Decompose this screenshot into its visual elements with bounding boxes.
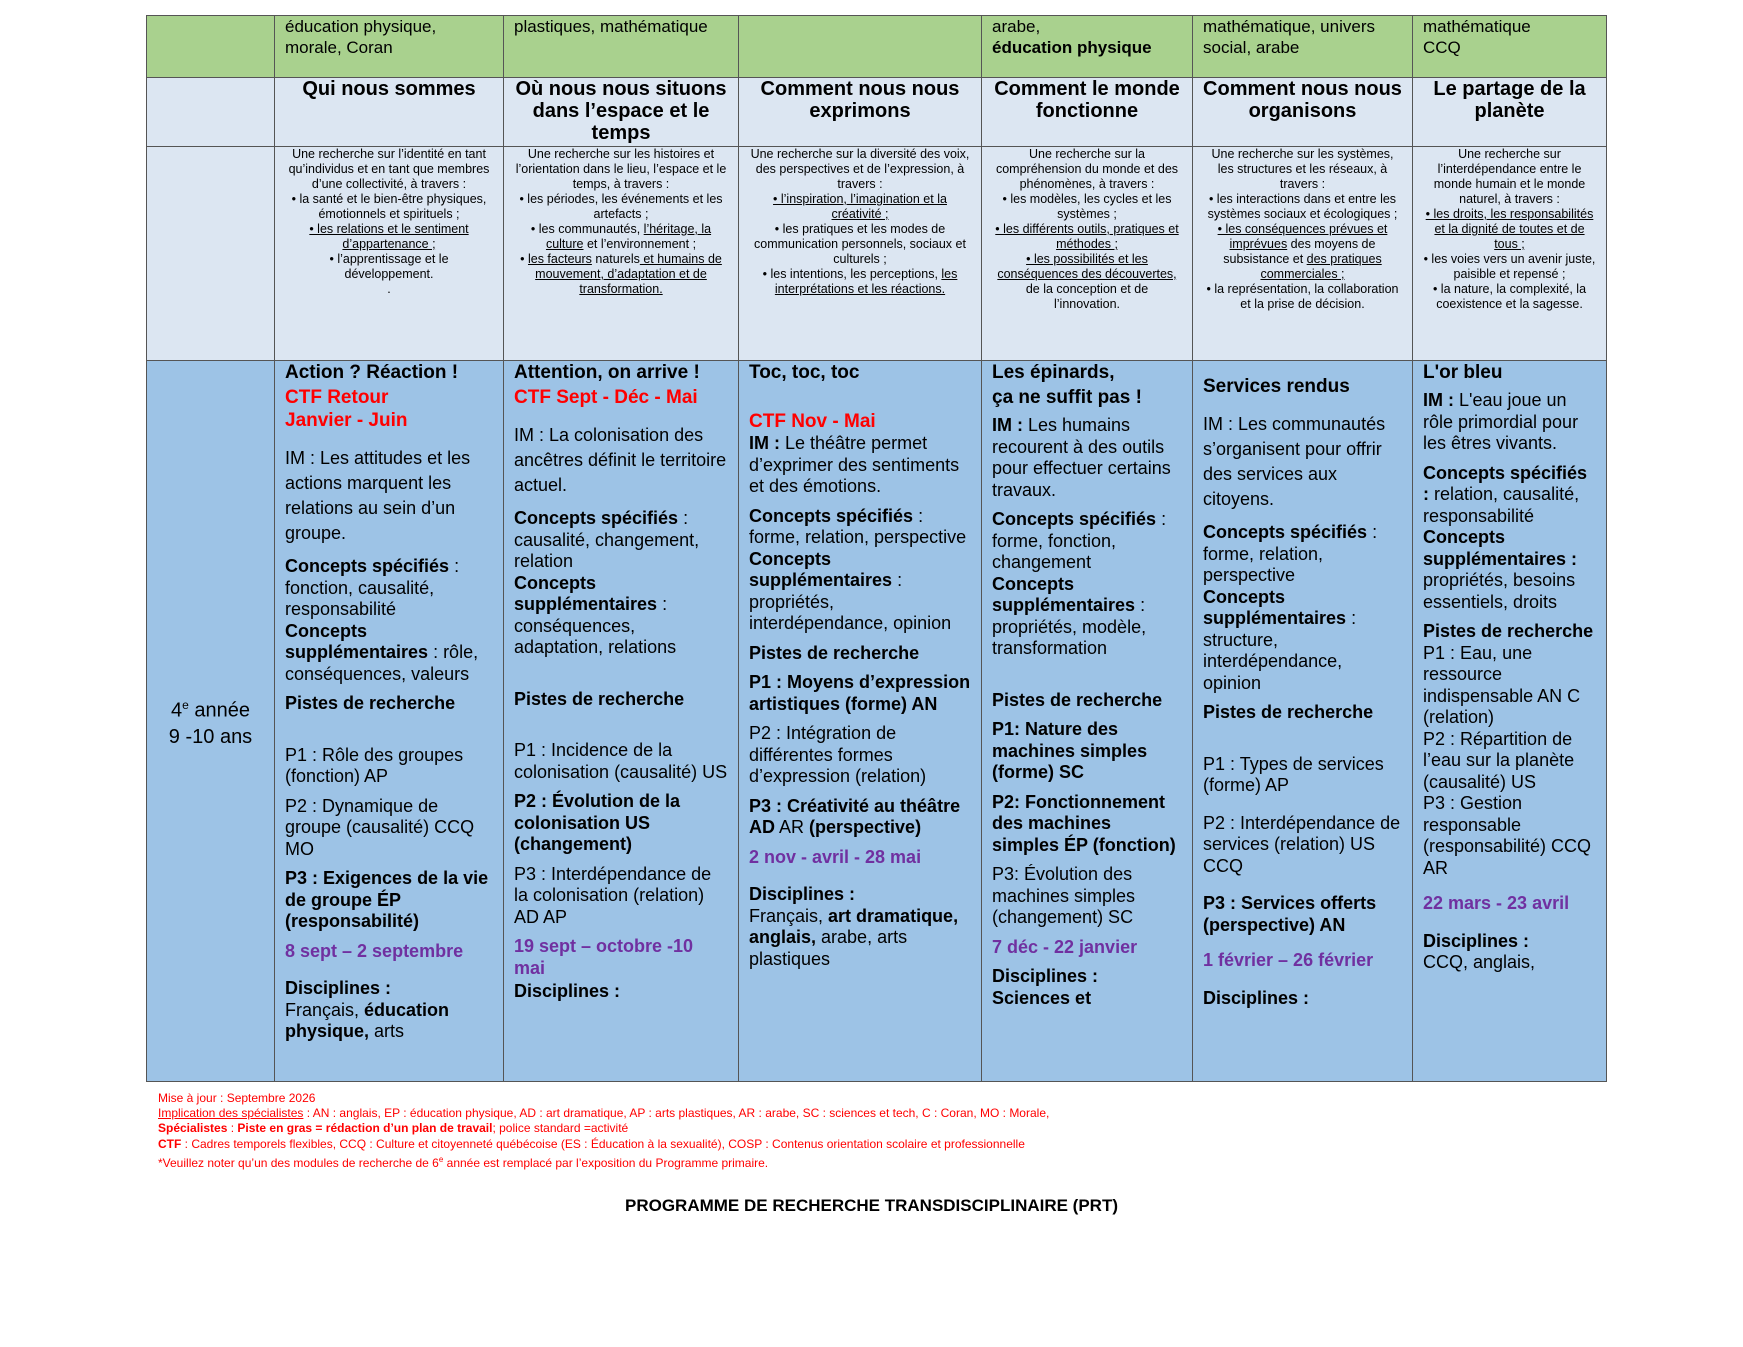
disciplines-cell-3 [739,16,982,78]
value: P1: Nature des machines simples (forme) SC [992,719,1148,782]
unit-title: Les épinards, [992,362,1115,383]
unit-1 [275,361,504,1082]
unit-disciplines [1203,988,1402,1010]
description-underlined: l’héritage, la culture [545,222,712,251]
footnotes [158,1091,1049,1171]
description-2 [504,147,739,361]
description-intro: Une recherche sur la diversité des voix, des perspectives et de l’expression, à travers : [750,147,970,191]
value: P2: Fonctionnement des machines simples ÉP (fonction) [992,791,1176,855]
unit-central-idea [992,415,1182,501]
label: CTF [158,1136,182,1151]
value: : AN : anglais, EP : éducation physique, AD : art dramatique, AP : arts plastiques, AR : arabe, SC : sciences et tech, C : Coran, MO : Morale, [303,1106,1050,1121]
description-underlined: des pratiques commerciales ; [1260,252,1382,281]
unit-central-idea: IM : La colonisation des ancêtres définit le territoire actuel. [514,425,727,495]
description-intro: Une recherche sur les histoires et l’orientation dans le lieu, l’espace et le temps, à travers : [515,147,727,191]
description-underlined: les facteurs [527,252,592,266]
unit-ctf: CTF Nov - Mai [749,411,876,432]
disciplines-text: mathématique [1423,17,1531,36]
unit-pistes-heading [514,689,728,711]
unit-dates: 22 mars - 23 avril [1423,893,1570,913]
unit-piste-2 [514,791,728,856]
unit-dates: 19 sept – octobre -10 mai [514,936,694,978]
value: P1 [1423,642,1451,663]
label: Concepts spécifiés [749,505,914,526]
unit-piste-3: P3: Évolution des machines simples (changement) SC [992,864,1136,927]
description-bullet: • les droits, les responsabilités et la dignité de toutes et de tous ; [1425,207,1594,251]
description-bullet: • les périodes, les événements et les artefacts ; [519,192,723,221]
description-cell-empty [147,147,275,361]
unit-ctf-period: Janvier - Juin [285,410,408,431]
value: année est remplacé par l’exposition du Programme primaire. [443,1155,769,1170]
value: propriétés, besoins essentiels, droits [1423,570,1576,612]
value: P2 : Évolution de la colonisation US (changement) [514,791,681,854]
value: : propriétés, interdépendance, opinion [749,570,952,633]
unit-central-idea: IM : Les attitudes et les actions marquent les relations au sein d’un groupe. [285,448,471,543]
unit-4 [982,361,1193,1082]
disciplines-cell-6 [1413,16,1607,78]
description-bullet: • l’inspiration, l’imagination et la créativité ; [773,192,947,221]
unit-disciplines [749,884,971,970]
description-intro: Une recherche sur l’identité en tant qu’individus et en tant que membres d’une collectivité, à travers : [288,147,490,191]
unit-title: Attention, on arrive ! [514,362,700,383]
unit-piste-3 [1203,893,1402,936]
label: Concepts supplémentaires [514,572,658,614]
description-bullet: • les conséquences prévues et imprévues [1217,222,1388,251]
value: : Rôle des groupes (fonction) AP [285,744,464,786]
value: : Dynamique de groupe (causalité) CCQ MO [285,795,475,859]
unit-piste-3 [1423,793,1596,879]
value: : Cadres temporels flexibles, CCQ : Culture et citoyenneté québécoise (ES : Éducation à la sexualité), COSP : Contenus orientation scolaire et professionnelle [181,1136,1025,1151]
unit-ctf: CTF Sept - Déc - Mai [514,387,698,408]
label: Concepts supplémentaires [992,573,1136,615]
unit-dates: 1 février – 26 février [1203,950,1374,970]
disciplines-row [147,16,1607,78]
description-4 [982,147,1193,361]
label: IM : [1423,390,1454,410]
unit-specified-concepts [749,506,971,635]
label: Concepts supplémentaires [1203,586,1347,628]
unit-piste-2: P2 : Interdépendance de services (relation) US CCQ [1203,812,1401,876]
description-intro: Une recherche sur l’interdépendance entre le monde humain et le monde naturel, à travers : [1433,147,1586,206]
label: Pistes de recherche [514,688,685,709]
label: Spécialistes [158,1121,228,1136]
theme-comment-le-monde-fonctionne: Comment le monde fonctionne [982,78,1193,147]
disciplines-text-bold: éducation physique [992,38,1152,57]
unit-title: Services rendus [1203,376,1350,397]
unit-piste-1: P1 : Incidence de la colonisation (causalité) US [514,740,728,782]
description-5 [1193,147,1413,361]
value: : forme, relation, perspective [1203,522,1378,585]
label: IM : [992,415,1023,435]
unit-specified-concepts [1423,463,1596,614]
unit-piste-1: P1 : Types de services (forme) AP [1203,753,1384,795]
age-range: 9 -10 ans [168,725,253,748]
value: Le théâtre permet d’exprimer des sentiments et des émotions. [749,433,960,496]
unit-piste-1 [1423,643,1596,729]
theme-comment-nous-nous-exprimons: Comment nous nous exprimons [739,78,982,147]
value: relation, causalité, responsabilité [1423,484,1580,526]
description-bullet: • les différents outils, pratiques et méthodes ; [995,222,1179,251]
grade-number: 4 [171,699,183,722]
disciplines-cell-4 [982,16,1193,78]
specialists-note [158,1106,1049,1121]
description-bullet: • la nature, la complexité, la coexistence et la sagesse. [1432,282,1587,311]
unit-title: Action ? Réaction ! [285,362,459,383]
label: Concepts supplémentaires : [1423,527,1578,569]
unit-piste-3: P3 : Interdépendance de la colonisation (relation) AD AP [514,863,712,927]
description-bullet: • les communautés, [530,222,644,236]
value: P1 [285,744,313,765]
unit-piste-1 [285,745,493,788]
unit-disciplines [992,966,1182,1009]
unit-central-idea [1423,390,1596,455]
value: L'eau joue un rôle primordial pour les êtres vivants. [1423,390,1579,453]
unit-dates: 2 nov - avril - 28 mai [749,846,922,867]
unit-specified-concepts [514,508,728,659]
value: P3 [1423,793,1451,813]
value: P1 : Moyens d’expression artistiques (forme) AN [749,672,971,714]
themes-row [147,78,1607,147]
unit-6 [1413,361,1607,1082]
value: *Veuillez noter qu’un des modules de recherche de 6 [158,1155,439,1170]
theme-ou-nous-nous-situons: Où nous nous situons dans l’espace et le temps [504,78,739,147]
value: (perspective) [809,817,922,837]
unit-specified-concepts [992,509,1182,660]
unit-title-line-2: ça ne suffit pas ! [992,387,1142,408]
unit-ctf: CTF Retour [285,387,389,408]
value: AR [775,817,810,837]
disciplines-text: arabe, [992,17,1041,36]
value: : conséquences, adaptation, relations [514,594,677,657]
description-text: des moyens de subsistance et [1223,237,1376,266]
value: ; police standard =activité [492,1121,629,1136]
value: : propriétés, modèle, transformation [992,595,1147,658]
label: Pistes de recherche [749,642,920,663]
description-dot: . [387,282,391,296]
value: : Eau, une ressource indispensable AN C (relation) [1423,642,1581,727]
description-bullet: • l’apprentissage et le développement. [329,252,449,281]
value: Sciences et [992,987,1092,1008]
value: : causalité, changement, relation [514,508,700,571]
description-bullet: • les modèles, les cycles et les systèmes ; [1002,192,1172,221]
grade-label: année [188,699,250,722]
unit-central-idea [749,433,971,498]
label: Pistes de recherche [992,689,1163,710]
ctf-note [158,1137,1049,1152]
unit-piste-2 [1423,729,1596,794]
value: éducation physique, [285,999,450,1041]
description-intro: Une recherche sur la compréhension du monde et des phénomènes, à travers : [995,147,1179,191]
label: Concepts spécifiés [285,556,450,576]
value: Les humains recourent à des outils pour effectuer certains travaux. [992,415,1171,500]
disciplines-text: CCQ [1423,38,1461,57]
label: Concepts supplémentaires [749,548,893,590]
value: Français, [749,905,829,926]
description-bullet: • les pratiques et les modes de communication personnels, sociaux et culturels ; [754,222,966,266]
value: : fonction, causalité, responsabilité [285,556,460,619]
unit-piste-3 [285,868,493,933]
star-note [158,1152,1049,1171]
unit-specified-concepts [1203,522,1402,694]
value: : [227,1121,238,1136]
label: Pistes de recherche [1203,702,1374,722]
unit-pistes-heading [1203,702,1402,724]
value: P3 : Services offerts (perspective) AN [1203,893,1377,935]
label: Disciplines : [749,884,856,904]
program-table [146,15,1607,1082]
label: Disciplines : [992,966,1099,986]
descriptions-row [147,147,1607,361]
disciplines-cell-1: éducation physique, morale, Coran [275,16,504,78]
description-6 [1413,147,1607,361]
description-1 [275,147,504,361]
description-bullet: • [520,252,528,266]
value: : forme, relation, perspective [749,505,967,547]
value: : Répartition de l’eau sur la planète (causalité) US [1423,728,1575,792]
value: P2 [285,795,313,816]
disciplines-cell-2: plastiques, mathématique [504,16,739,78]
label: Disciplines : [1423,930,1530,951]
description-bullet: • la représentation, la collaboration et la prise de décision. [1206,282,1399,311]
grade-suffix: e [182,698,189,713]
value: P3 : Créativité au théâtre AD [749,795,961,837]
unit-pistes-heading [749,643,971,665]
value: Piste en gras = rédaction d’un plan de travail [237,1121,493,1136]
unit-disciplines [514,981,728,1003]
description-underlined: les interprétations et les réactions. [774,267,958,296]
label: Pistes de recherche [285,693,456,713]
disciplines-cell-5: mathématique, univers social, arabe [1193,16,1413,78]
unit-title: Toc, toc, toc [749,362,860,383]
unit-pistes-heading [285,693,493,715]
description-bullet: • les intentions, les perceptions, [762,267,942,281]
value: arts [369,1021,405,1041]
unit-piste-1 [749,672,971,715]
description-bullet: • les relations et le sentiment d’appartenance ; [309,222,469,251]
value: P2 [1423,728,1451,749]
label: Disciplines : [1203,987,1310,1008]
unit-pistes-heading [992,690,1182,712]
unit-dates: 7 déc - 22 janvier [992,936,1138,957]
unit-central-idea: IM : Les communautés s’organisent pour offrir des services aux citoyens. [1203,414,1386,509]
description-text: et l’environnement ; [583,237,697,251]
unit-piste-1 [992,719,1182,784]
description-bullet: • la santé et le bien-être physiques, émotionnels et spirituels ; [291,192,487,221]
unit-piste-2 [992,792,1182,857]
value: CCQ, anglais, [1423,952,1536,972]
unit-title: L'or bleu [1423,362,1503,383]
age-cell [147,361,275,1082]
theme-qui-nous-sommes: Qui nous sommes [275,78,504,147]
theme-cell-empty [147,78,275,147]
update-note: Mise à jour : Septembre 2026 [158,1091,316,1105]
description-bullet: • les possibilités et les conséquences des découvertes, [997,252,1177,281]
label: IM : [749,433,780,453]
description-bullet: • les voies vers un avenir juste, paisible et repensé ; [1423,252,1596,281]
value: art dramatique, anglais, [749,905,959,947]
value: : Gestion responsable (responsabilité) CCQ AR [1423,793,1592,878]
unit-piste-2 [285,796,493,861]
label: Concepts spécifiés [514,508,679,528]
label: Disciplines : [514,981,621,1001]
value: : rôle, conséquences, valeurs [285,642,479,684]
description-text: naturels [591,252,640,266]
label: Concepts supplémentaires [285,620,429,662]
description-underlined: et humains de mouvement, d’adaptation et de transformation. [535,252,722,296]
unit-3 [739,361,982,1082]
label: Disciplines : [285,978,392,998]
unit-disciplines [1423,931,1596,974]
theme-comment-nous-nous-organisons: Comment nous nous organisons [1193,78,1413,147]
description-text: de la conception et de l’innovation. [1025,282,1149,311]
theme-le-partage-de-la-planete: Le partage de la planète [1413,78,1607,147]
description-intro: Une recherche sur les systèmes, les structures et les réseaux, à travers : [1211,147,1394,191]
value: Français, [285,999,365,1020]
label: Implication des spécialistes [158,1106,304,1121]
label: Concepts spécifiés [992,509,1157,529]
bold-note [158,1121,1049,1136]
value: arabe, arts plastiques [749,927,908,969]
unit-dates: 8 sept – 2 septembre [285,940,464,961]
unit-2 [504,361,739,1082]
label: Concepts spécifiés : [1423,462,1588,504]
unit-pistes-heading [1423,621,1596,643]
description-bullet: • les interactions dans et entre les systèmes sociaux et écologiques ; [1207,192,1398,221]
unit-disciplines [285,978,493,1043]
description-3 [739,147,982,361]
unit-5 [1193,361,1413,1082]
value: : forme, fonction, changement [992,509,1167,572]
label: Concepts spécifiés [1203,522,1368,542]
disciplines-cell-0 [147,16,275,78]
value: : structure, interdépendance, opinion [1203,608,1357,693]
document-title: PROGRAMME DE RECHERCHE TRANSDISCIPLINAIRE (PRT) [624,1196,1119,1215]
unit-specified-concepts [285,556,493,685]
unit-piste-2: P2 : Intégration de différentes formes d’expression (relation) [749,723,927,786]
value: e [438,1154,444,1164]
label: Pistes de recherche [1423,621,1594,641]
unit-piste-3 [749,796,971,839]
units-row [147,361,1607,1082]
value: P3 : Exigences de la vie de groupe ÉP (responsabilité) [285,868,489,931]
